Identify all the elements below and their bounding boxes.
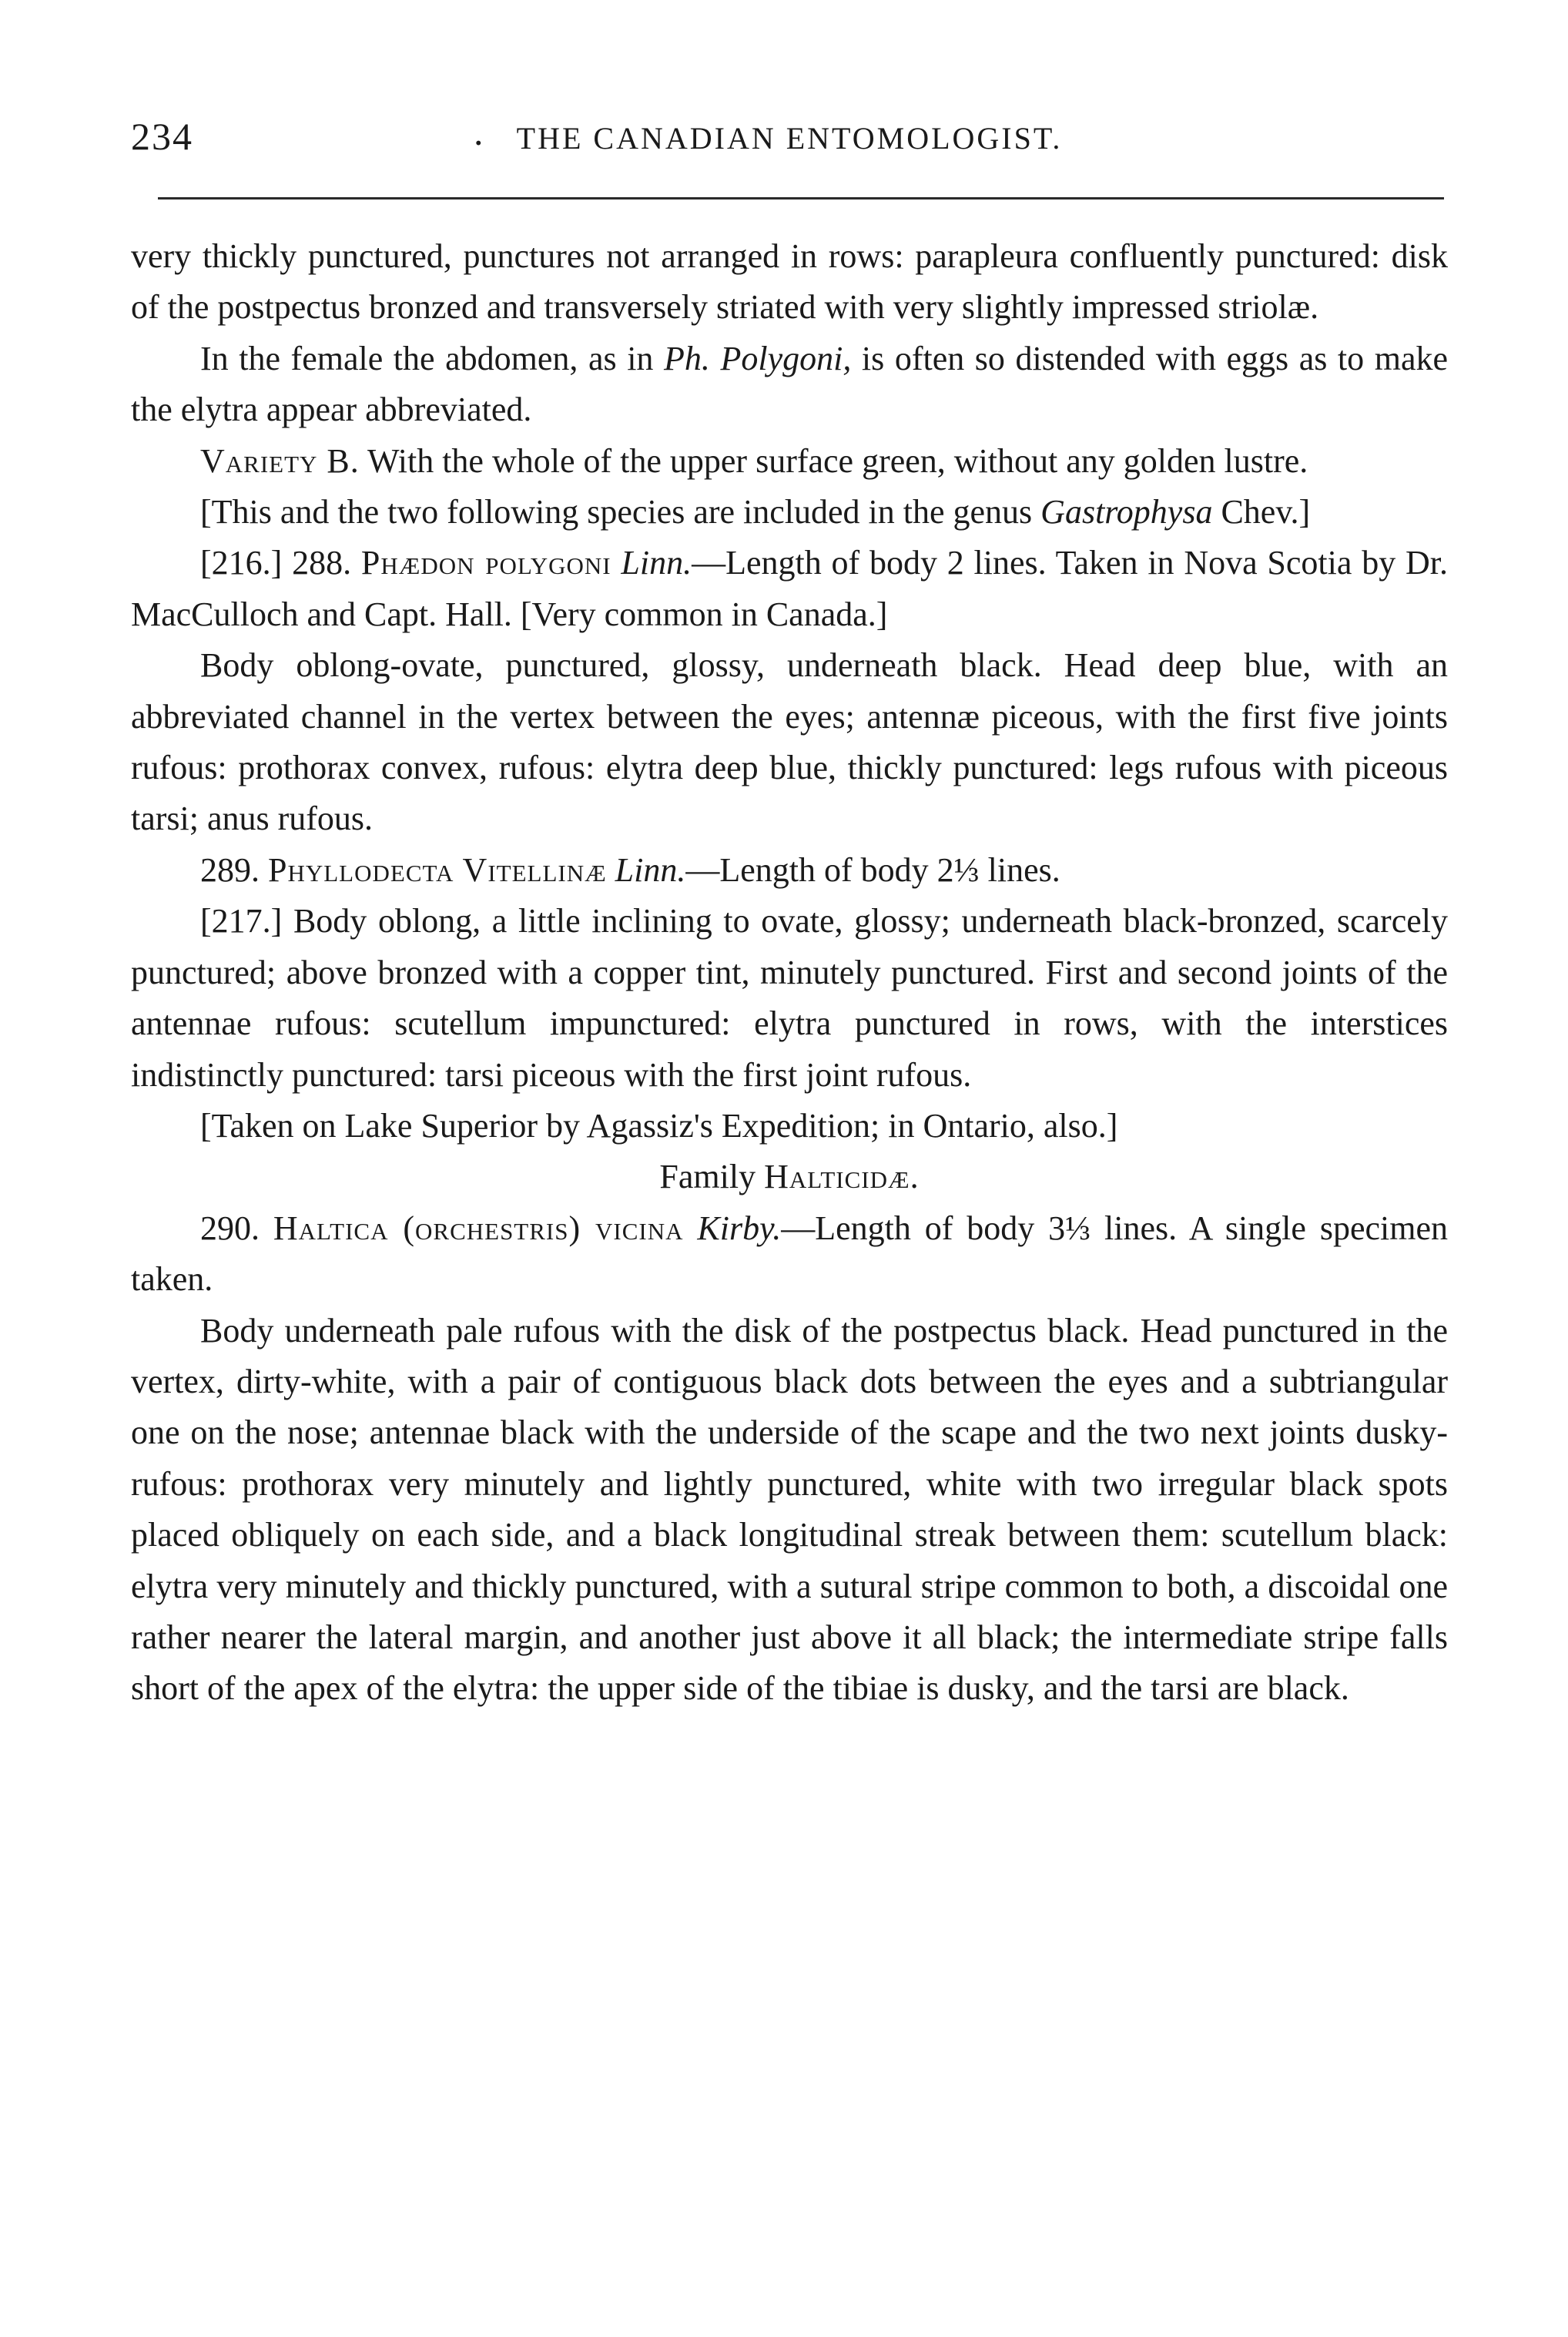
species-name: Haltica (orchestris) vicina	[273, 1209, 684, 1247]
body-text	[131, 231, 1448, 1715]
species-entry-290: 290. Haltica (orchestris) vicina Kirby.—Length of body 3⅓ lines. A single specimen taken.	[131, 1209, 1448, 1299]
species-entry-288: [216.] 288. Phædon polygoni Linn.—Length of body 2 lines. Taken in Nova Scotia by Dr. MacCulloch and Capt. Hall. [Very common in Canada.]	[131, 544, 1448, 633]
paragraph-female-note: In the female the abdomen, as in Ph. Polygoni, is often so distended with eggs as to make the elytra appear abbreviated.	[131, 339, 1449, 429]
species-author: Linn.	[615, 850, 686, 889]
paragraph-continuation: very thickly punctured, punctures not arranged in rows: parapleura confluently punctured: disk of the postpectus bronzed and transversely striated with very slightly impressed striolæ.	[131, 237, 1448, 327]
page-header	[131, 110, 1448, 168]
family-name: Halticidæ.	[764, 1158, 920, 1196]
paragraph-variety-b: Variety B. With the whole of the upper surface green, without any golden lustre.	[200, 441, 1308, 480]
header-rule	[158, 197, 1444, 200]
species-author: Kirby.	[697, 1209, 782, 1247]
species-author: Linn.	[621, 544, 692, 582]
species-name: Phyllodecta Vitellinæ	[268, 850, 607, 889]
header-ornament-dot: .	[474, 110, 484, 153]
genus-name: Gastrophysa	[1040, 493, 1213, 531]
species-description-288: Body oblong-ovate, punctured, glossy, underneath black. Head deep blue, with an abbreviated channel in the vertex between the eyes; antennæ piceous, with the first five joints rufous: prothorax convex, rufous: elytra deep blue, thickly punctured: legs rufous with piceous tarsi; anus rufous.	[131, 646, 1448, 838]
species-description-290: Body underneath pale rufous with the disk of the postpectus black. Head punctured in the vertex, dirty-white, with a pair of contiguous black dots between the eyes and a subtriangular one on the nose; antennae black with the underside of the scape and the two next joints dusky-rufous: prothorax very minutely and lightly punctured, white with two irregular black spots placed obliquely on each side, and a black longitudinal streak between them: scutellum black: elytra very minutely and thickly punctured, with a sutural stripe common to both, a discoidal one rather nearer the lateral margin, and another just above it all black; the intermediate stripe falls short of the apex of the elytra: the upper side of the tibiae is dusky, and the tarsi are black.	[131, 1311, 1448, 1708]
family-heading: Family Halticidæ.	[659, 1158, 920, 1196]
locality-note-289: [Taken on Lake Superior by Agassiz's Expedition; in Ontario, also.]	[200, 1106, 1118, 1145]
species-name: Phædon polygoni	[360, 544, 611, 582]
species-description-289: [217.] Body oblong, a little inclining to ovate, glossy; underneath black-bronzed, scarcely punctured; above bronzed with a copper tint, minutely punctured. First and second joints of the antennae rufous: scutellum impunctured: elytra punctured in rows, with the interstices indistinctly punctured: tarsi piceous with the first joint rufous.	[131, 902, 1448, 1094]
page-number: 234	[131, 115, 193, 158]
species-name: Ph. Polygoni,	[664, 339, 852, 377]
variety-label: Variety B.	[200, 441, 360, 480]
paragraph-genus-note: [This and the two following species are included in the genus Gastrophysa Chev.]	[200, 493, 1311, 531]
species-entry-289: 289. Phyllodecta Vitellinæ Linn.—Length of body 2⅓ lines.	[200, 850, 1060, 889]
running-title: THE CANADIAN ENTOMOLOGIST.	[516, 121, 1063, 156]
